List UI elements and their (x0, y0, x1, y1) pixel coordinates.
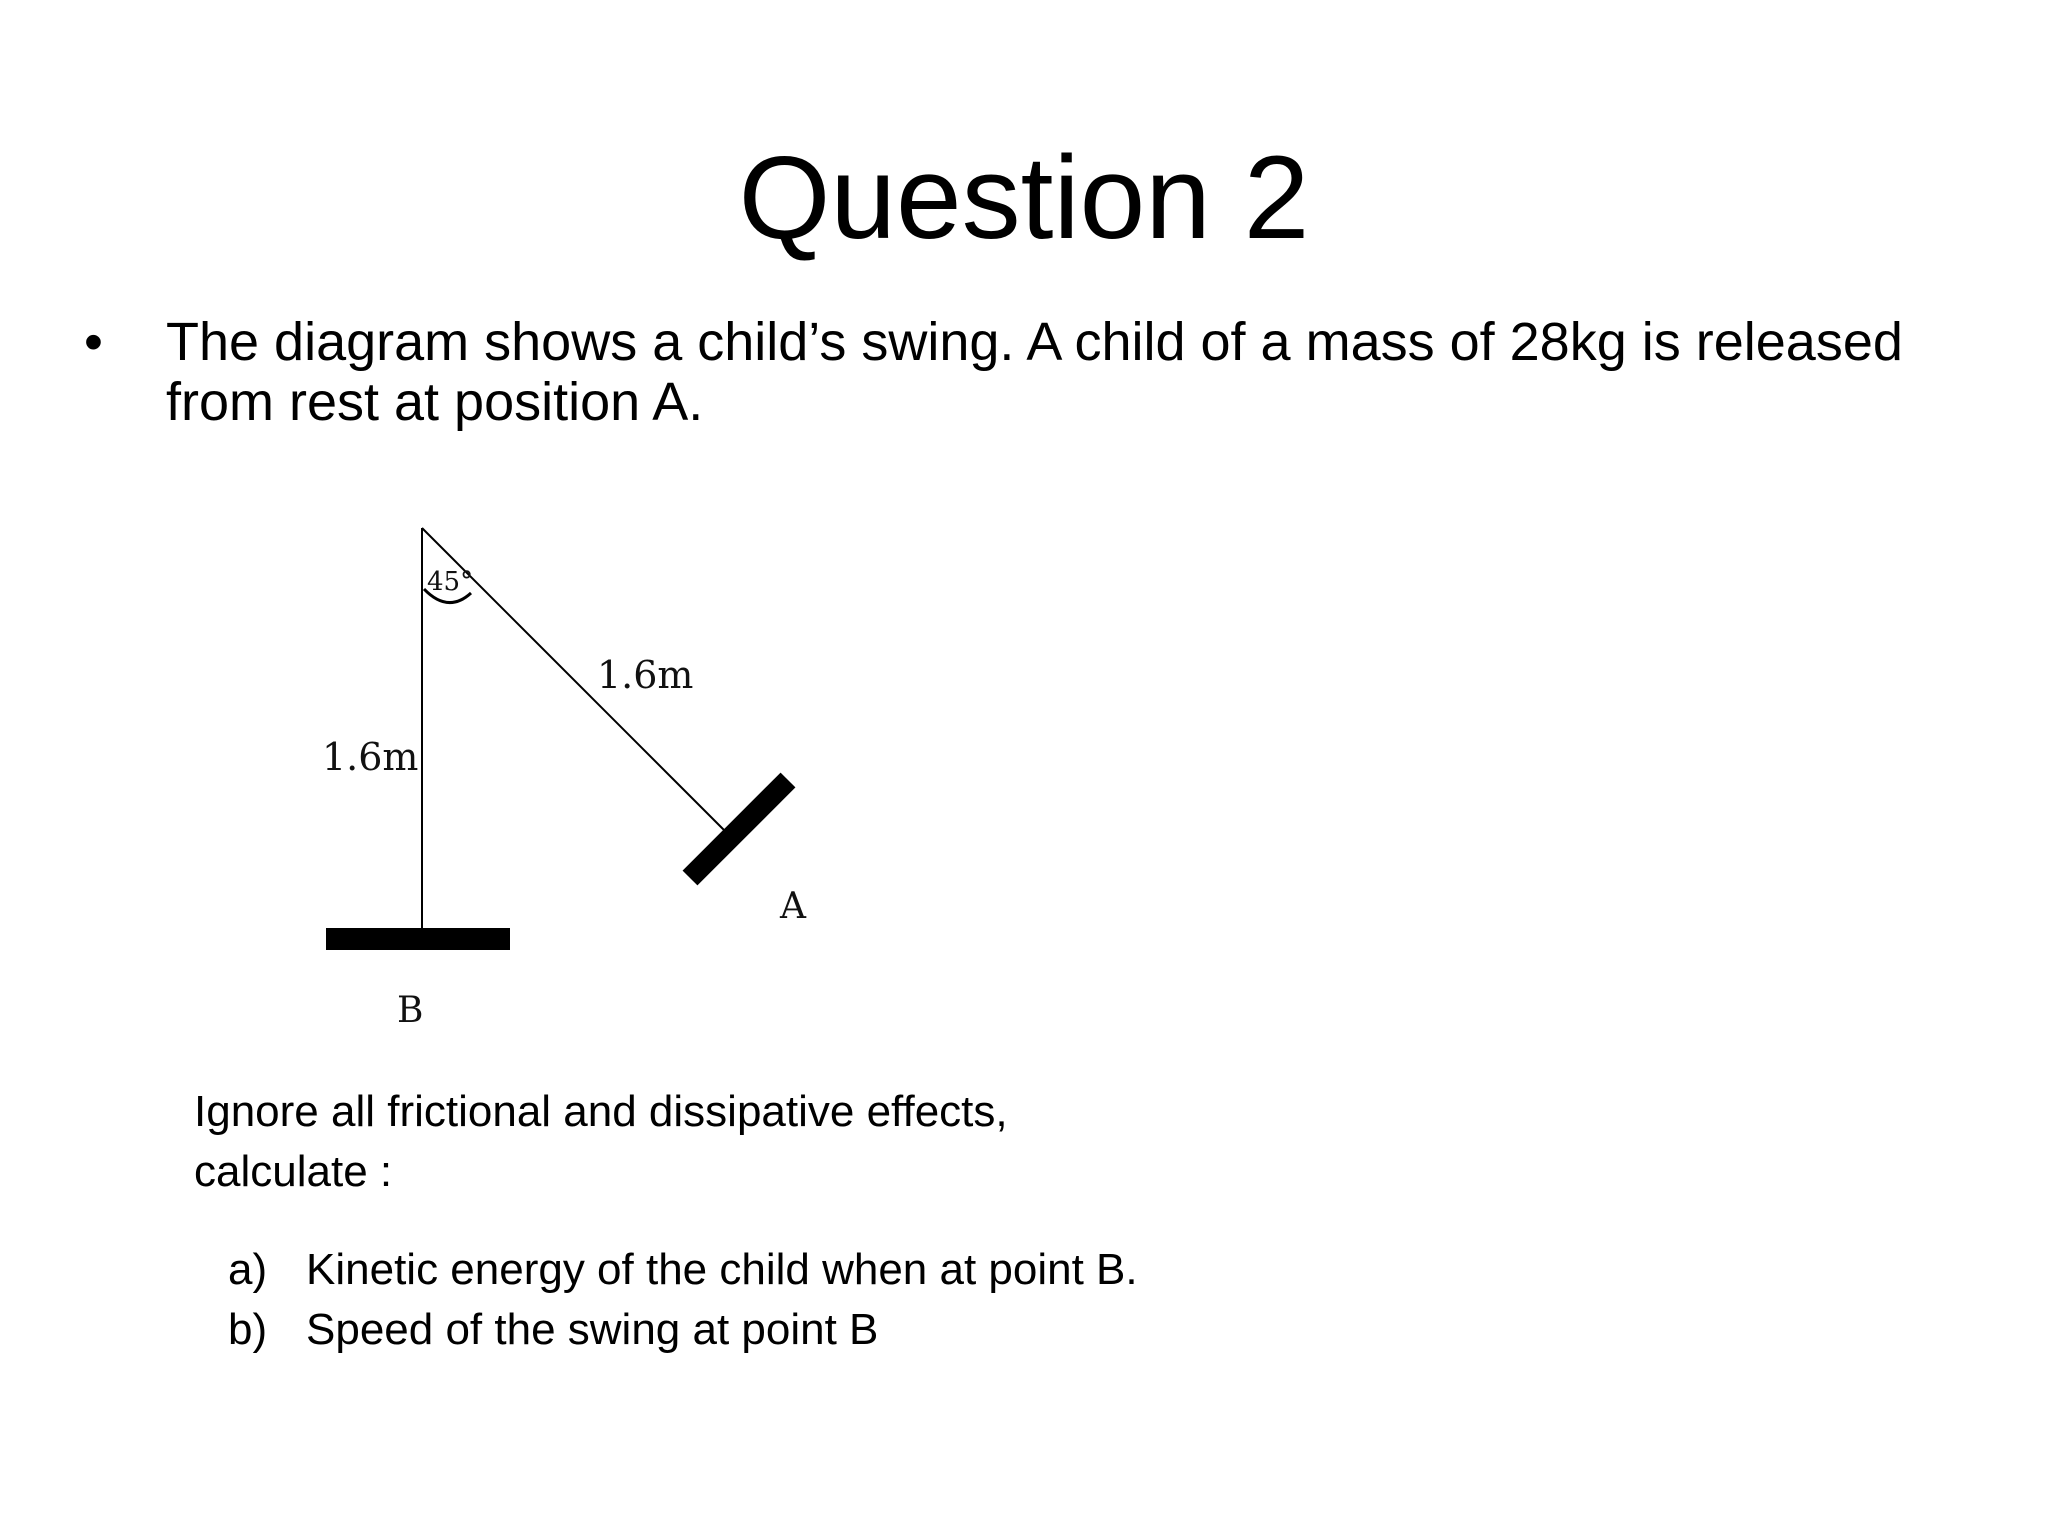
instruction-line-2: calculate : (194, 1147, 393, 1196)
instruction-line-1: Ignore all frictional and dissipative effects, (194, 1087, 1008, 1136)
height-label: 1.6m (322, 735, 419, 779)
part-marker: a) (228, 1245, 268, 1294)
part-text: Kinetic energy of the child when at point B. (306, 1245, 1138, 1294)
point-a-label: A (780, 886, 806, 927)
slide-title: Question 2 (738, 132, 1310, 264)
intro-bullet (84, 312, 1984, 432)
intro-text: The diagram shows a child’s swing. A child of a mass of 28kg is released from rest at position A. (166, 312, 1903, 432)
seat-a (690, 780, 788, 878)
list-item (228, 1300, 1628, 1360)
list-item (228, 1240, 1628, 1300)
part-text: Speed of the swing at point B (306, 1305, 879, 1354)
swing-diagram-svg (300, 510, 860, 1050)
angle-label: 45° (427, 567, 474, 597)
bullet-icon: • (84, 312, 103, 372)
rope-length-label: 1.6m (597, 653, 694, 697)
point-b-label: B (397, 990, 424, 1031)
seat-b (326, 928, 510, 950)
swing-diagram (300, 510, 860, 1050)
part-marker: b) (228, 1305, 268, 1354)
instruction-block (194, 1082, 1294, 1202)
question-parts (228, 1240, 1628, 1360)
